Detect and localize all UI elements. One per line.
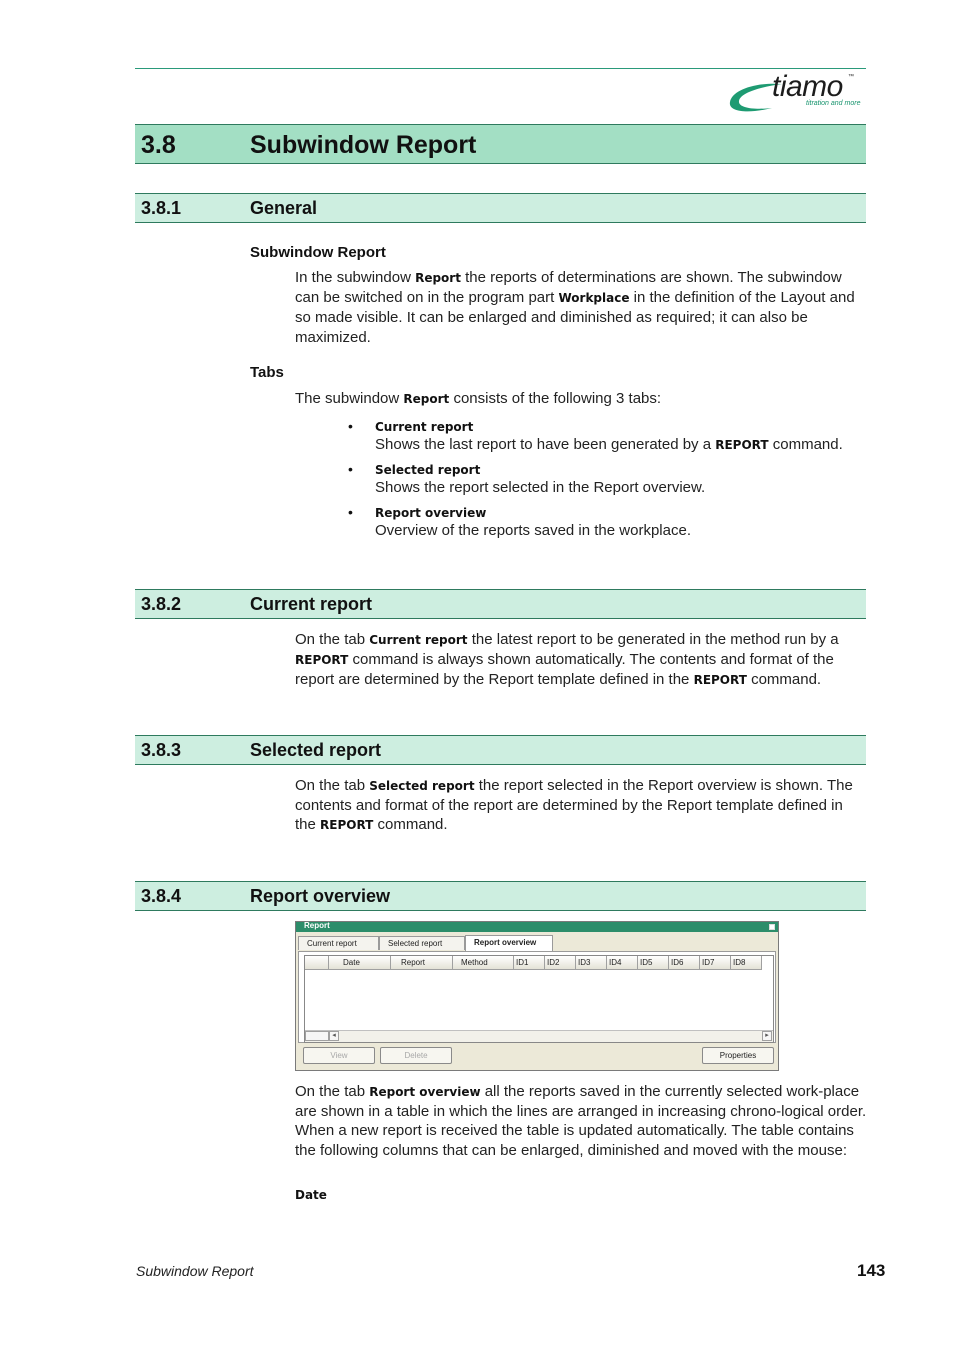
view-button[interactable]: View	[303, 1047, 375, 1064]
text: The subwindow	[295, 390, 404, 407]
text: command is always shown automatically. The contents and format of the report are determined by the Report template defined in the	[295, 651, 834, 689]
keyword: Selected report	[369, 779, 475, 793]
text: On the tab	[295, 631, 370, 648]
tab-selected-report[interactable]: Selected report	[379, 936, 465, 950]
section-title: Current report	[250, 594, 373, 614]
delete-button[interactable]: Delete	[380, 1047, 452, 1064]
section-number: 3.8.4	[141, 886, 182, 906]
logo-trademark: ™	[848, 74, 854, 80]
report-table	[304, 955, 774, 1043]
column-header-id6[interactable]: ID6	[669, 956, 700, 970]
properties-button[interactable]: Properties	[702, 1047, 774, 1064]
logo-tagline: titration and more	[806, 100, 861, 107]
bullet-title: Report overview	[375, 506, 487, 520]
bullet-icon: •	[348, 461, 353, 477]
text: command.	[373, 816, 448, 834]
subheading-subwindow-report: Subwindow Report	[250, 244, 386, 261]
column-header-id2[interactable]: ID2	[545, 956, 576, 970]
paragraph-tabs	[295, 389, 867, 409]
bullet-desc	[375, 436, 843, 453]
section-number: 3.8.3	[141, 740, 182, 760]
scroll-left-icon[interactable]: ◂	[329, 1031, 339, 1041]
keyword: REPORT	[715, 438, 769, 452]
bullet-desc: Overview of the reports saved in the workplace.	[375, 522, 691, 539]
scrollbar-corner	[305, 1031, 329, 1041]
paragraph-selected-report	[295, 776, 867, 836]
column-header-id8[interactable]: ID8	[731, 956, 762, 970]
tiamo-logo	[726, 72, 866, 118]
text: in the definition of the Layout and so made visible. It can be enlarged and diminished as required; it can also be maximized.	[295, 289, 855, 346]
section-heading-general	[135, 193, 866, 223]
keyword: Report	[403, 392, 450, 406]
text: the report selected in the Report overview is shown. The contents and format of the report are determined by the Report template defined in the	[295, 777, 853, 834]
chapter-number: 3.8	[141, 131, 176, 159]
tab-report-overview[interactable]: Report overview	[465, 935, 553, 951]
keyword: Workplace	[558, 291, 630, 306]
subheading-tabs: Tabs	[250, 364, 284, 381]
column-header-id7[interactable]: ID7	[700, 956, 731, 970]
bullet-desc: Shows the report selected in the Report overview.	[375, 479, 706, 496]
text: On the tab	[295, 1083, 370, 1100]
keyword: Report overview	[369, 1085, 481, 1099]
column-header-method[interactable]: Method	[453, 956, 514, 970]
text: On the tab	[295, 777, 370, 794]
text: consists of the following 3 tabs:	[449, 390, 662, 407]
text: command.	[768, 436, 843, 453]
text: command.	[746, 671, 822, 689]
bullet-icon: •	[348, 418, 353, 434]
section-heading-selected-report	[135, 735, 866, 765]
paragraph-report-overview	[295, 1082, 867, 1160]
maximize-icon[interactable]	[769, 924, 775, 930]
text: the latest report to be generated in the method run by a	[467, 631, 839, 648]
section-heading-report-overview	[135, 881, 866, 911]
section-title: Report overview	[250, 886, 391, 906]
bullet-icon: •	[348, 504, 353, 520]
section-number: 3.8.2	[141, 594, 182, 614]
column-header-date[interactable]: Date	[329, 956, 391, 970]
scroll-right-icon[interactable]: ▸	[762, 1031, 772, 1041]
text: Shows the last report to have been generated by a	[375, 436, 716, 453]
top-rule	[135, 68, 866, 69]
paragraph-general	[295, 268, 867, 347]
bullet-title: Current report	[375, 420, 474, 434]
tab-panel	[298, 951, 776, 1043]
section-heading-current-report	[135, 589, 866, 619]
column-term-date: Date	[295, 1188, 327, 1202]
paragraph-current-report	[295, 630, 867, 691]
text: all the reports saved in the currently selected work-place are shown in a table in which the lines are arranged in increasing chrono-logical order. When a new report is received the table is updated automatically. The table contains the following columns that can be enlarged, diminished and moved with the mouse:	[295, 1083, 867, 1159]
column-header-id1[interactable]: ID1	[514, 956, 545, 970]
column-header-id3[interactable]: ID3	[576, 956, 607, 970]
tab-current-report[interactable]: Current report	[298, 936, 379, 950]
column-header-id4[interactable]: ID4	[607, 956, 638, 970]
keyword: REPORT	[295, 653, 349, 668]
table-corner	[305, 956, 329, 970]
logo-wordmark: tiamo	[772, 70, 843, 103]
chapter-title: Subwindow Report	[250, 131, 477, 159]
keyword: REPORT	[693, 673, 747, 688]
chapter-heading	[135, 124, 866, 164]
footer-title: Subwindow Report	[136, 1263, 254, 1279]
keyword: Report	[415, 271, 461, 285]
horizontal-scrollbar[interactable]	[305, 1030, 773, 1042]
column-header-id5[interactable]: ID5	[638, 956, 669, 970]
window-title: Report	[304, 921, 330, 930]
window-titlebar	[296, 922, 778, 932]
keyword: REPORT	[320, 818, 374, 833]
column-header-report[interactable]: Report	[391, 956, 453, 970]
bullet-title: Selected report	[375, 463, 481, 477]
section-title: General	[250, 198, 318, 218]
keyword: Current report	[369, 633, 468, 647]
section-title: Selected report	[250, 740, 382, 760]
text: In the subwindow	[295, 269, 416, 286]
text: the reports of determinations are shown. The subwindow can be switched on in the program part	[295, 269, 842, 307]
section-number: 3.8.1	[141, 198, 182, 218]
report-subwindow-screenshot	[295, 921, 779, 1071]
page-number: 143	[857, 1261, 886, 1280]
